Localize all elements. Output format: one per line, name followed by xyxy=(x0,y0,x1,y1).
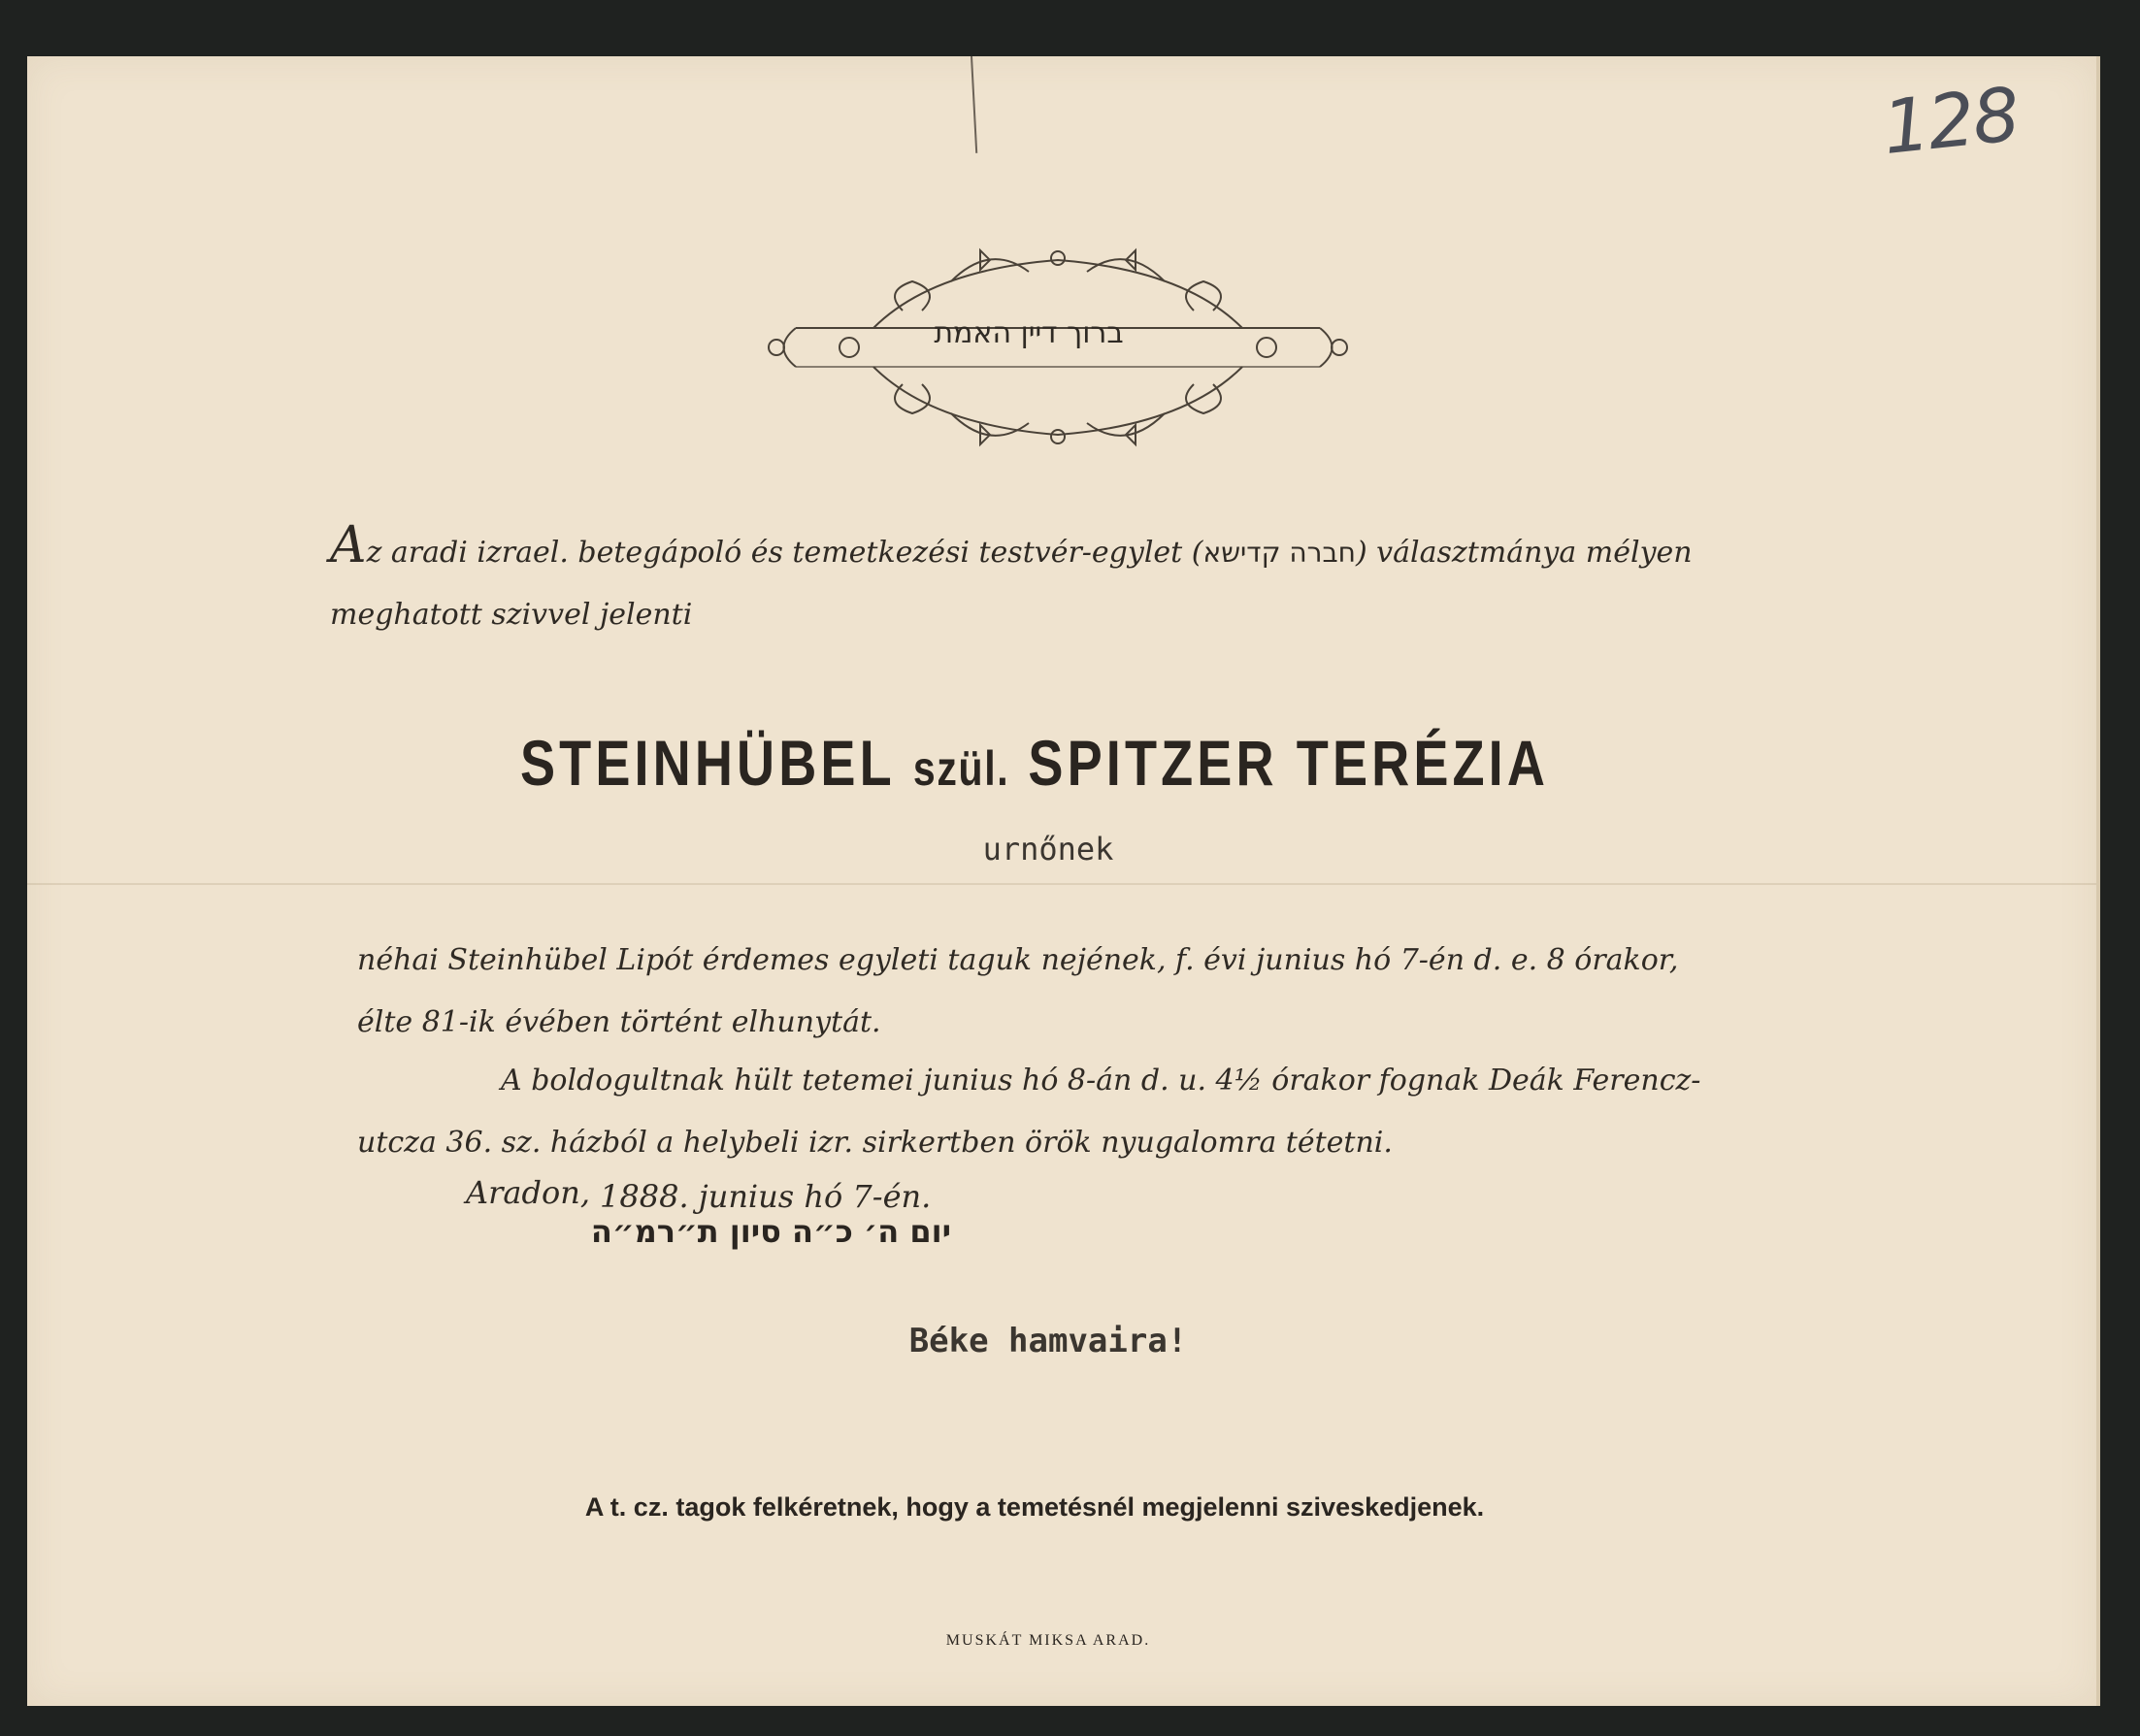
honorific: urnőnek xyxy=(982,831,1114,868)
intro-paragraph xyxy=(330,514,1737,646)
deceased-name xyxy=(425,726,1644,800)
fold-crease xyxy=(27,883,2096,885)
maiden-name: SPITZER TERÉZIA xyxy=(1028,727,1550,799)
paragraph-death: néhai Steinhübel Lipót érdemes egyleti taguk nejének, f. évi junius hó 7-én d. e. 8 órakor, élte 81-ik évében történt elhunytát. xyxy=(357,943,1679,1039)
handwritten-page-number: 128 xyxy=(1878,70,2023,172)
printer-imprint: MUSKÁT MIKSA ARAD. xyxy=(945,1632,1151,1649)
born-abbrev: szül. xyxy=(912,741,1010,796)
date: 1888. junius hó 7-én. xyxy=(600,1178,932,1215)
sheet-edge xyxy=(2096,56,2100,1706)
drop-cap: A xyxy=(330,516,367,574)
hebrew-date: יום ה׳ כ״ה סיון ת״רמ״ה xyxy=(590,1213,951,1250)
intro-text-before: z aradi izrael. betegápoló és temetkezési testvér-egylet ( xyxy=(366,536,1203,570)
farewell: Béke hamvaira! xyxy=(908,1322,1188,1360)
pencil-mark xyxy=(971,56,977,153)
intro-hebrew: חברה קדישא xyxy=(1202,537,1356,569)
surname: STEINHÜBEL xyxy=(519,727,895,799)
paragraph-funeral: A boldogultnak hült tetemei junius hó 8-án d. u. 4½ órakor fognak Deák Ferencz-utcza 36. sz. házból a helybeli izr. sirkertben örök nyugalomra tétetni. xyxy=(357,1064,1701,1160)
intro-text-after: ) választmánya mélyen meghatott szivvel jelenti xyxy=(330,536,1693,632)
member-request: A t. cz. tagok felkéretnek, hogy a temetésnél megjelenni sziveskedjenek. xyxy=(584,1492,1485,1522)
hebrew-heading: ברוך דיין האמת xyxy=(934,316,1124,350)
place: Aradon, xyxy=(466,1174,591,1211)
